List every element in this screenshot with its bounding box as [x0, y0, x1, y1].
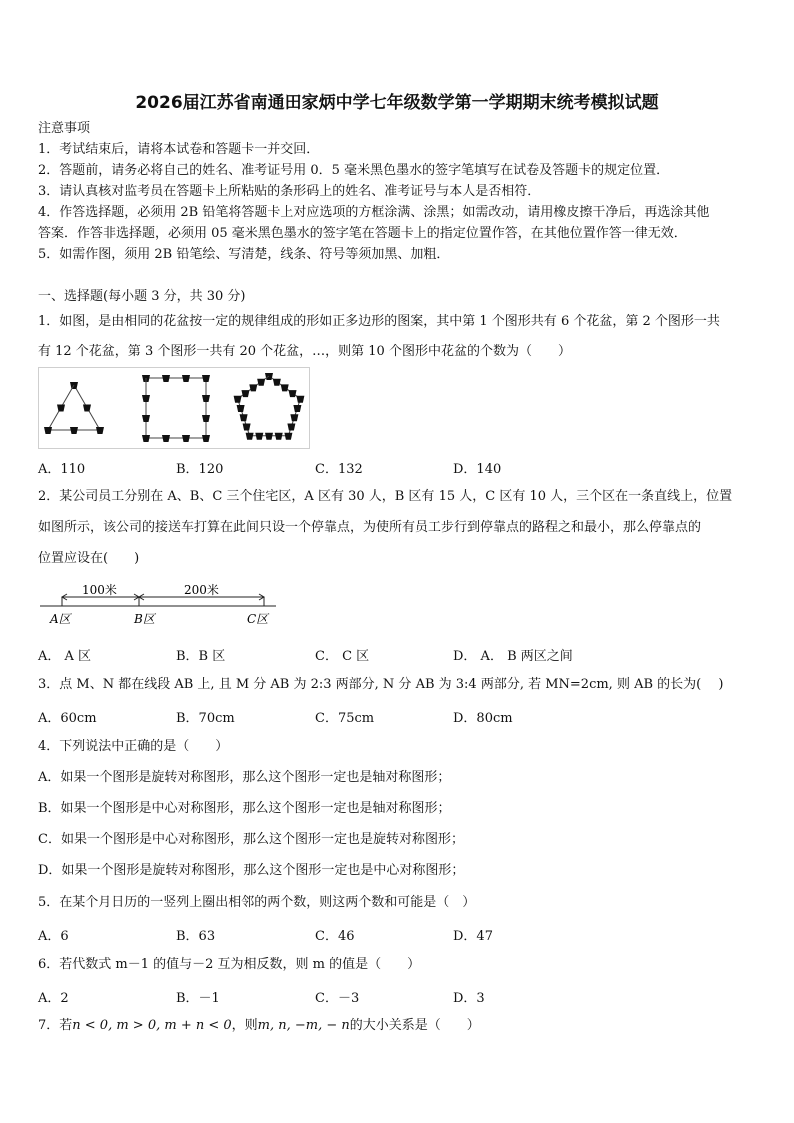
- flowerpot-icon: [202, 375, 210, 382]
- option-a[interactable]: A．110: [38, 462, 86, 477]
- flowerpot-icon: [142, 395, 150, 402]
- q5-stem-line: 5．在某个月日历的一竖列上圈出相邻的两个数，则这两个数和可能是（ ）: [38, 895, 476, 910]
- option-c[interactable]: C．如果一个图形是中心对称图形，那么这个图形一定也是旋转对称图形；: [38, 832, 464, 847]
- flowerpot-icon: [296, 396, 304, 403]
- label-c: C区: [247, 612, 269, 626]
- flowerpot-icon: [142, 435, 150, 442]
- option-b[interactable]: B．如果一个图形是中心对称图形，那么这个图形一定也是轴对称图形；: [38, 801, 451, 816]
- distance-label-bc: 200米: [184, 583, 219, 597]
- flowerpot-icon: [255, 433, 263, 440]
- page-title: 2026届江苏省南通田家炳中学七年级数学第一学期期末统考模拟试题: [135, 93, 659, 113]
- flowerpot-pattern-figure: [38, 367, 310, 449]
- q7-condition: n < 0, m > 0, m + n < 0: [72, 1018, 232, 1033]
- flowerpot-icon: [241, 390, 249, 397]
- option-b[interactable]: B．120: [176, 462, 224, 477]
- flowerpot-icon: [273, 379, 281, 386]
- q6-options: [38, 987, 758, 1005]
- notice-item: 3．请认真核对监考员在答题卡上所粘贴的条形码上的姓名、准考证号与本人是否相符．: [38, 184, 541, 199]
- section-heading: 一、选择题(每小题 3 分，共 30 分): [38, 289, 246, 304]
- flowerpot-icon: [275, 433, 283, 440]
- flowerpot-icon: [234, 396, 242, 403]
- flowerpot-icon: [182, 435, 190, 442]
- notice-item: 1．考试结束后，请将本试卷和答题卡一并交回．: [38, 142, 320, 157]
- option-b[interactable]: B．70cm: [176, 711, 235, 726]
- flowerpot-icon: [281, 384, 289, 391]
- triangle-pot-figure: [44, 382, 104, 434]
- flowerpot-icon: [202, 435, 210, 442]
- q3-options: [38, 707, 758, 725]
- option-a[interactable]: A．如果一个图形是旋转对称图形，那么这个图形一定也是轴对称图形；: [38, 770, 451, 785]
- option-a[interactable]: A．2: [38, 991, 69, 1006]
- option-d[interactable]: D．140: [453, 462, 502, 477]
- q7-suffix: 的大小关系是（ ）: [349, 1018, 480, 1033]
- option-b[interactable]: B．B 区: [176, 649, 226, 664]
- label-b: B区: [134, 612, 155, 626]
- q1-stem-line: 有 12 个花盆，第 3 个图形一共有 20 个花盆，…，则第 10 个图形中花盆的个数为（ ）: [38, 344, 571, 359]
- flowerpot-icon: [290, 414, 298, 421]
- notice-item: 4．作答选择题，必须用 2B 铅笔将答题卡上对应选项的方框涂满、涂黑；如需改动，请用橡皮擦干净后，再选涂其他: [38, 205, 710, 220]
- q2-stem-line: 如图所示，该公司的接送车打算在此间只设一个停靠点，为使所有员工步行到停靠点的路程之和最小，那么停靠点的: [38, 520, 702, 535]
- notice-heading: 注意事项: [38, 121, 91, 136]
- notice-item: 答案．作答非选择题，必须用 05 毫米黑色墨水的签字笔在答题卡上的指定位置作答，在其他位置作答一律无效．: [38, 226, 687, 241]
- option-b[interactable]: B．63: [176, 929, 216, 944]
- q7-prefix: 7．若: [38, 1018, 73, 1033]
- flowerpot-icon: [70, 427, 78, 434]
- option-c[interactable]: C．46: [315, 929, 355, 944]
- flowerpot-icon: [293, 405, 301, 412]
- option-d[interactable]: D．如果一个图形是旋转对称图形，那么这个图形一定也是中心对称图形；: [38, 863, 465, 878]
- pentagon-pot-figure: [234, 373, 305, 440]
- option-c[interactable]: C．132: [315, 462, 363, 477]
- option-a[interactable]: A．60cm: [38, 711, 97, 726]
- square-pot-figure: [142, 375, 210, 442]
- option-d[interactable]: D．80cm: [453, 711, 513, 726]
- flowerpot-icon: [96, 427, 104, 434]
- flowerpot-icon: [142, 415, 150, 422]
- notice-item: 5．如需作图，须用 2B 铅笔绘、写清楚，线条、符号等须加黑、加粗．: [38, 247, 450, 262]
- q2-options: [38, 645, 758, 663]
- flowerpot-icon: [83, 405, 91, 412]
- residential-area-line-figure: [36, 580, 281, 630]
- q1-options: [38, 458, 758, 476]
- option-c[interactable]: C． C 区: [315, 649, 370, 664]
- q1-stem-line: 1．如图，是由相同的花盆按一定的规律组成的形如正多边形的图案，其中第 1 个图形共有 6 个花盆，第 2 个图形一共: [38, 314, 720, 329]
- q7-variables: m, n, −m, − n: [257, 1018, 350, 1033]
- q2-stem-line: 2．某公司员工分别在 A、B、C 三个住宅区，A 区有 30 人，B 区有 15 人，C 区有 10 人，三个区在一条直线上，位置: [38, 489, 733, 504]
- q3-stem-line: 3．点 M、N 都在线段 AB 上, 且 M 分 AB 为 2:3 两部分, N 分 AB 为 3:4 两部分, 若 MN=2cm, 则 AB 的长为( ): [38, 677, 724, 692]
- q4-stem-line: 4．下列说法中正确的是（ ）: [38, 739, 229, 754]
- q7-mid: ，则: [231, 1018, 258, 1033]
- q7-stem-line: [38, 1017, 758, 1035]
- flowerpot-icon: [243, 423, 251, 430]
- option-c[interactable]: C．－3: [315, 991, 360, 1006]
- option-d[interactable]: D．3: [453, 991, 485, 1006]
- notice-item: 2．答题前，请务必将自己的姓名、准考证号用 0．5 毫米黑色墨水的签字笔填写在试卷及答题卡的规定位置．: [38, 163, 670, 178]
- option-a[interactable]: A．6: [38, 929, 69, 944]
- flowerpot-icon: [202, 415, 210, 422]
- q6-stem-line: 6．若代数式 m－1 的值与－2 互为相反数，则 m 的值是（ ）: [38, 957, 421, 972]
- label-a: A区: [50, 612, 71, 626]
- flowerpot-icon: [44, 427, 52, 434]
- flowerpot-icon: [246, 433, 254, 440]
- q5-options: [38, 925, 758, 943]
- flowerpot-icon: [162, 375, 170, 382]
- flowerpot-icon: [57, 405, 65, 412]
- flowerpot-icon: [284, 433, 292, 440]
- flowerpot-icon: [240, 414, 248, 421]
- flowerpot-icon: [202, 395, 210, 402]
- option-a[interactable]: A． A 区: [38, 649, 92, 664]
- flowerpot-icon: [162, 435, 170, 442]
- flowerpot-icon: [265, 433, 273, 440]
- option-c[interactable]: C．75cm: [315, 711, 375, 726]
- flowerpot-icon: [237, 405, 245, 412]
- option-d[interactable]: D．47: [453, 929, 493, 944]
- option-d[interactable]: D． A． B 两区之间: [453, 649, 573, 664]
- option-b[interactable]: B．－1: [176, 991, 220, 1006]
- flowerpot-icon: [257, 379, 265, 386]
- q2-stem-line: 位置应设在( ): [38, 551, 140, 566]
- flowerpot-icon: [249, 384, 257, 391]
- distance-label-ab: 100米: [82, 583, 117, 597]
- flowerpot-icon: [289, 390, 297, 397]
- flowerpot-icon: [182, 375, 190, 382]
- flowerpot-icon: [287, 423, 295, 430]
